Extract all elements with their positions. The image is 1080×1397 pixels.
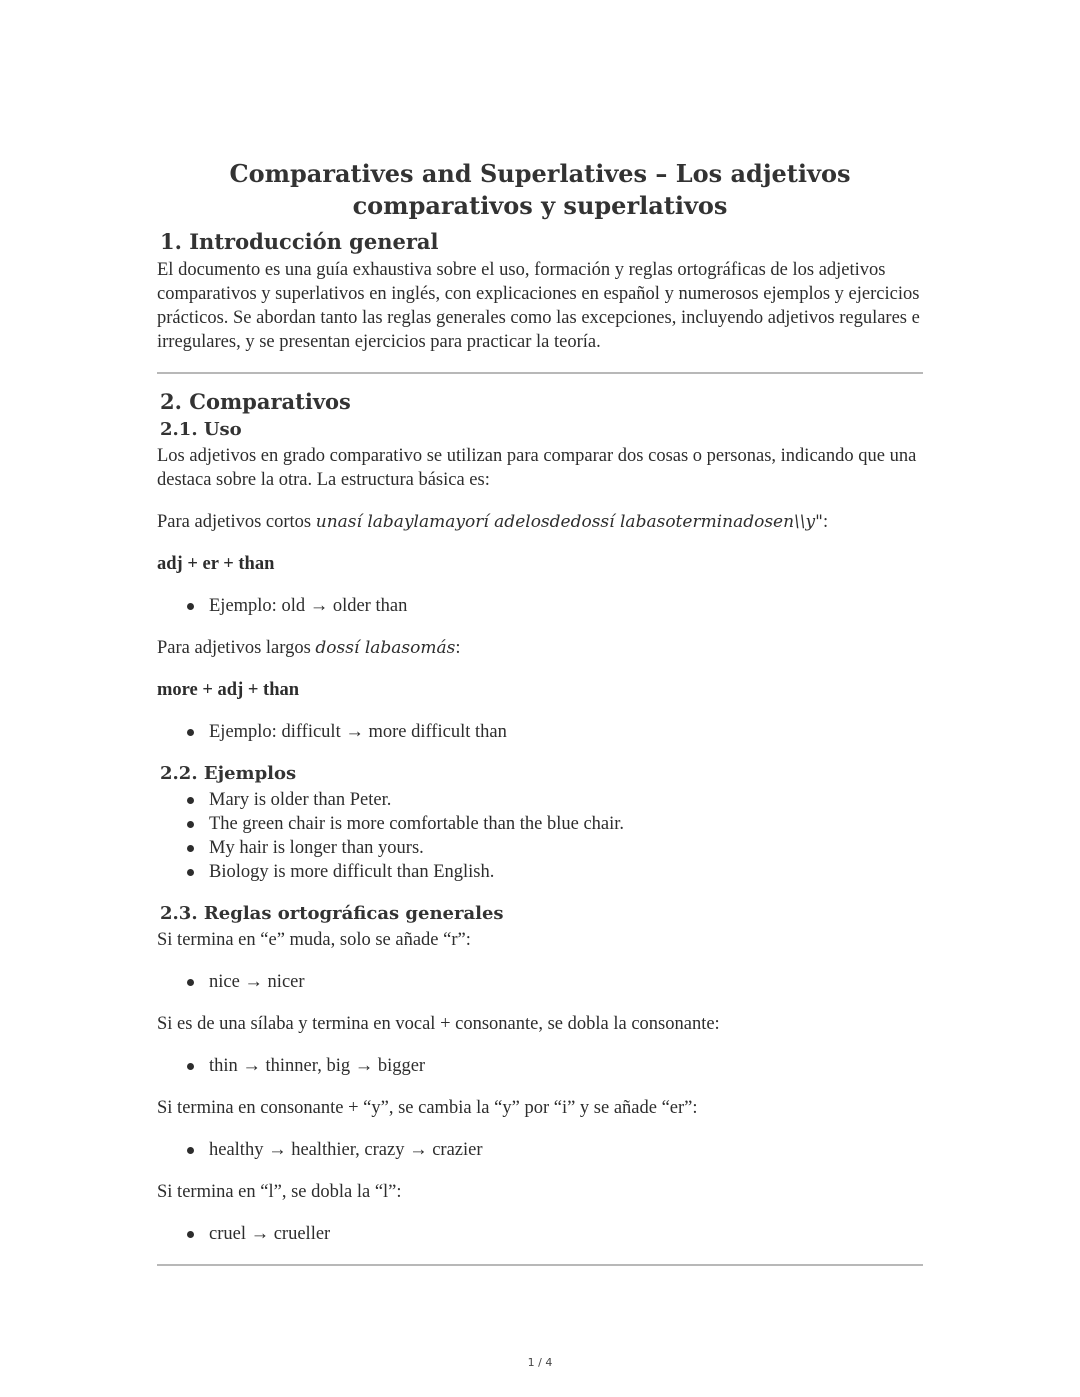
long-adjectives-text: Para adjetivos largos <box>157 638 316 658</box>
list-item <box>187 970 923 994</box>
rule-example-text: nice → nicer <box>209 972 305 992</box>
short-adjectives-colon: : <box>822 512 829 532</box>
page-indicator: 1 / 4 <box>527 1356 553 1369</box>
bullet-icon <box>187 1147 194 1154</box>
bullet-icon <box>187 1231 194 1238</box>
long-example-text: Ejemplo: difficult → more difficult than <box>209 722 507 742</box>
list-item <box>187 594 923 618</box>
list-item <box>187 720 923 744</box>
short-adjectives-line <box>157 510 923 534</box>
example-text: The green chair is more comfortable than the blue chair. <box>209 814 625 834</box>
rule-example-list <box>157 970 923 994</box>
section-divider <box>157 372 923 374</box>
subsection-heading-ejemplos: 2.2. Ejemplos <box>160 763 297 784</box>
bullet-icon <box>187 1063 194 1070</box>
bullet-icon <box>187 603 194 610</box>
long-example-list <box>157 720 923 744</box>
short-formula: adj + er + than <box>157 554 275 574</box>
subsection-heading-uso: 2.1. Uso <box>160 419 242 440</box>
short-adjectives-math: unasí labaylamayorí adelosdedossí labasoterminadosen\\y" <box>315 512 823 532</box>
section-heading-introduccion: 1. Introducción general <box>160 229 439 254</box>
bullet-icon <box>187 797 194 804</box>
rule-text-double-consonant: Si es de una sílaba y termina en vocal + consonante, se dobla la consonante: <box>157 1014 720 1034</box>
list-item <box>187 1054 923 1078</box>
intro-paragraph: El documento es una guía exhaustiva sobre el uso, formación y reglas ortográficas de los adjetivos comparativos y superlativos en inglés, con explicaciones en español y numerosos ejemplos y ejercicios prácticos. Se abordan tanto las reglas generales como las excepciones, incluyendo adjetivos regulares e irregulares, y se presentan ejercicios para practicar la teoría. <box>157 260 920 352</box>
example-text: Mary is older than Peter. <box>209 790 392 810</box>
example-text: My hair is longer than yours. <box>209 838 424 858</box>
long-adjectives-colon: : <box>455 638 461 658</box>
bullet-icon <box>187 729 194 736</box>
document-page <box>157 158 923 1280</box>
rule-example-text: cruel → crueller <box>209 1224 331 1244</box>
rule-example-list <box>157 1054 923 1078</box>
rule-text-consonant-y: Si termina en consonante + “y”, se cambia la “y” por “i” y se añade “er”: <box>157 1098 698 1118</box>
section-divider <box>157 1264 923 1266</box>
bullet-icon <box>187 979 194 986</box>
rule-example-list <box>157 1222 923 1246</box>
subsection-heading-reglas: 2.3. Reglas ortográficas generales <box>160 903 504 924</box>
list-item <box>187 812 923 836</box>
rule-example-list <box>157 1138 923 1162</box>
list-item <box>187 860 923 884</box>
long-formula: more + adj + than <box>157 680 300 700</box>
list-item <box>187 788 923 812</box>
document-title: Comparatives and Superlatives – Los adjetivos comparativos y superlativos <box>229 159 851 220</box>
short-example-list <box>157 594 923 618</box>
examples-list <box>157 788 923 884</box>
rule-text-double-l: Si termina en “l”, se dobla la “l”: <box>157 1182 402 1202</box>
list-item <box>187 1138 923 1162</box>
rule-text-silent-e: Si termina en “e” muda, solo se añade “r”: <box>157 930 471 950</box>
long-adjectives-math: dossí labasomás <box>315 638 456 658</box>
bullet-icon <box>187 821 194 828</box>
rule-example-text: thin → thinner, big → bigger <box>209 1056 426 1076</box>
example-text: Biology is more difficult than English. <box>209 862 495 882</box>
list-item <box>187 1222 923 1246</box>
long-adjectives-line <box>157 636 923 660</box>
short-adjectives-text: Para adjetivos cortos <box>157 512 316 532</box>
uso-paragraph: Los adjetivos en grado comparativo se utilizan para comparar dos cosas o personas, indicando que una destaca sobre la otra. La estructura básica es: <box>157 446 917 490</box>
short-example-text: Ejemplo: old → older than <box>209 596 408 616</box>
list-item <box>187 836 923 860</box>
bullet-icon <box>187 845 194 852</box>
section-heading-comparativos: 2. Comparativos <box>160 389 351 414</box>
rule-example-text: healthy → healthier, crazy → crazier <box>209 1140 483 1160</box>
bullet-icon <box>187 869 194 876</box>
